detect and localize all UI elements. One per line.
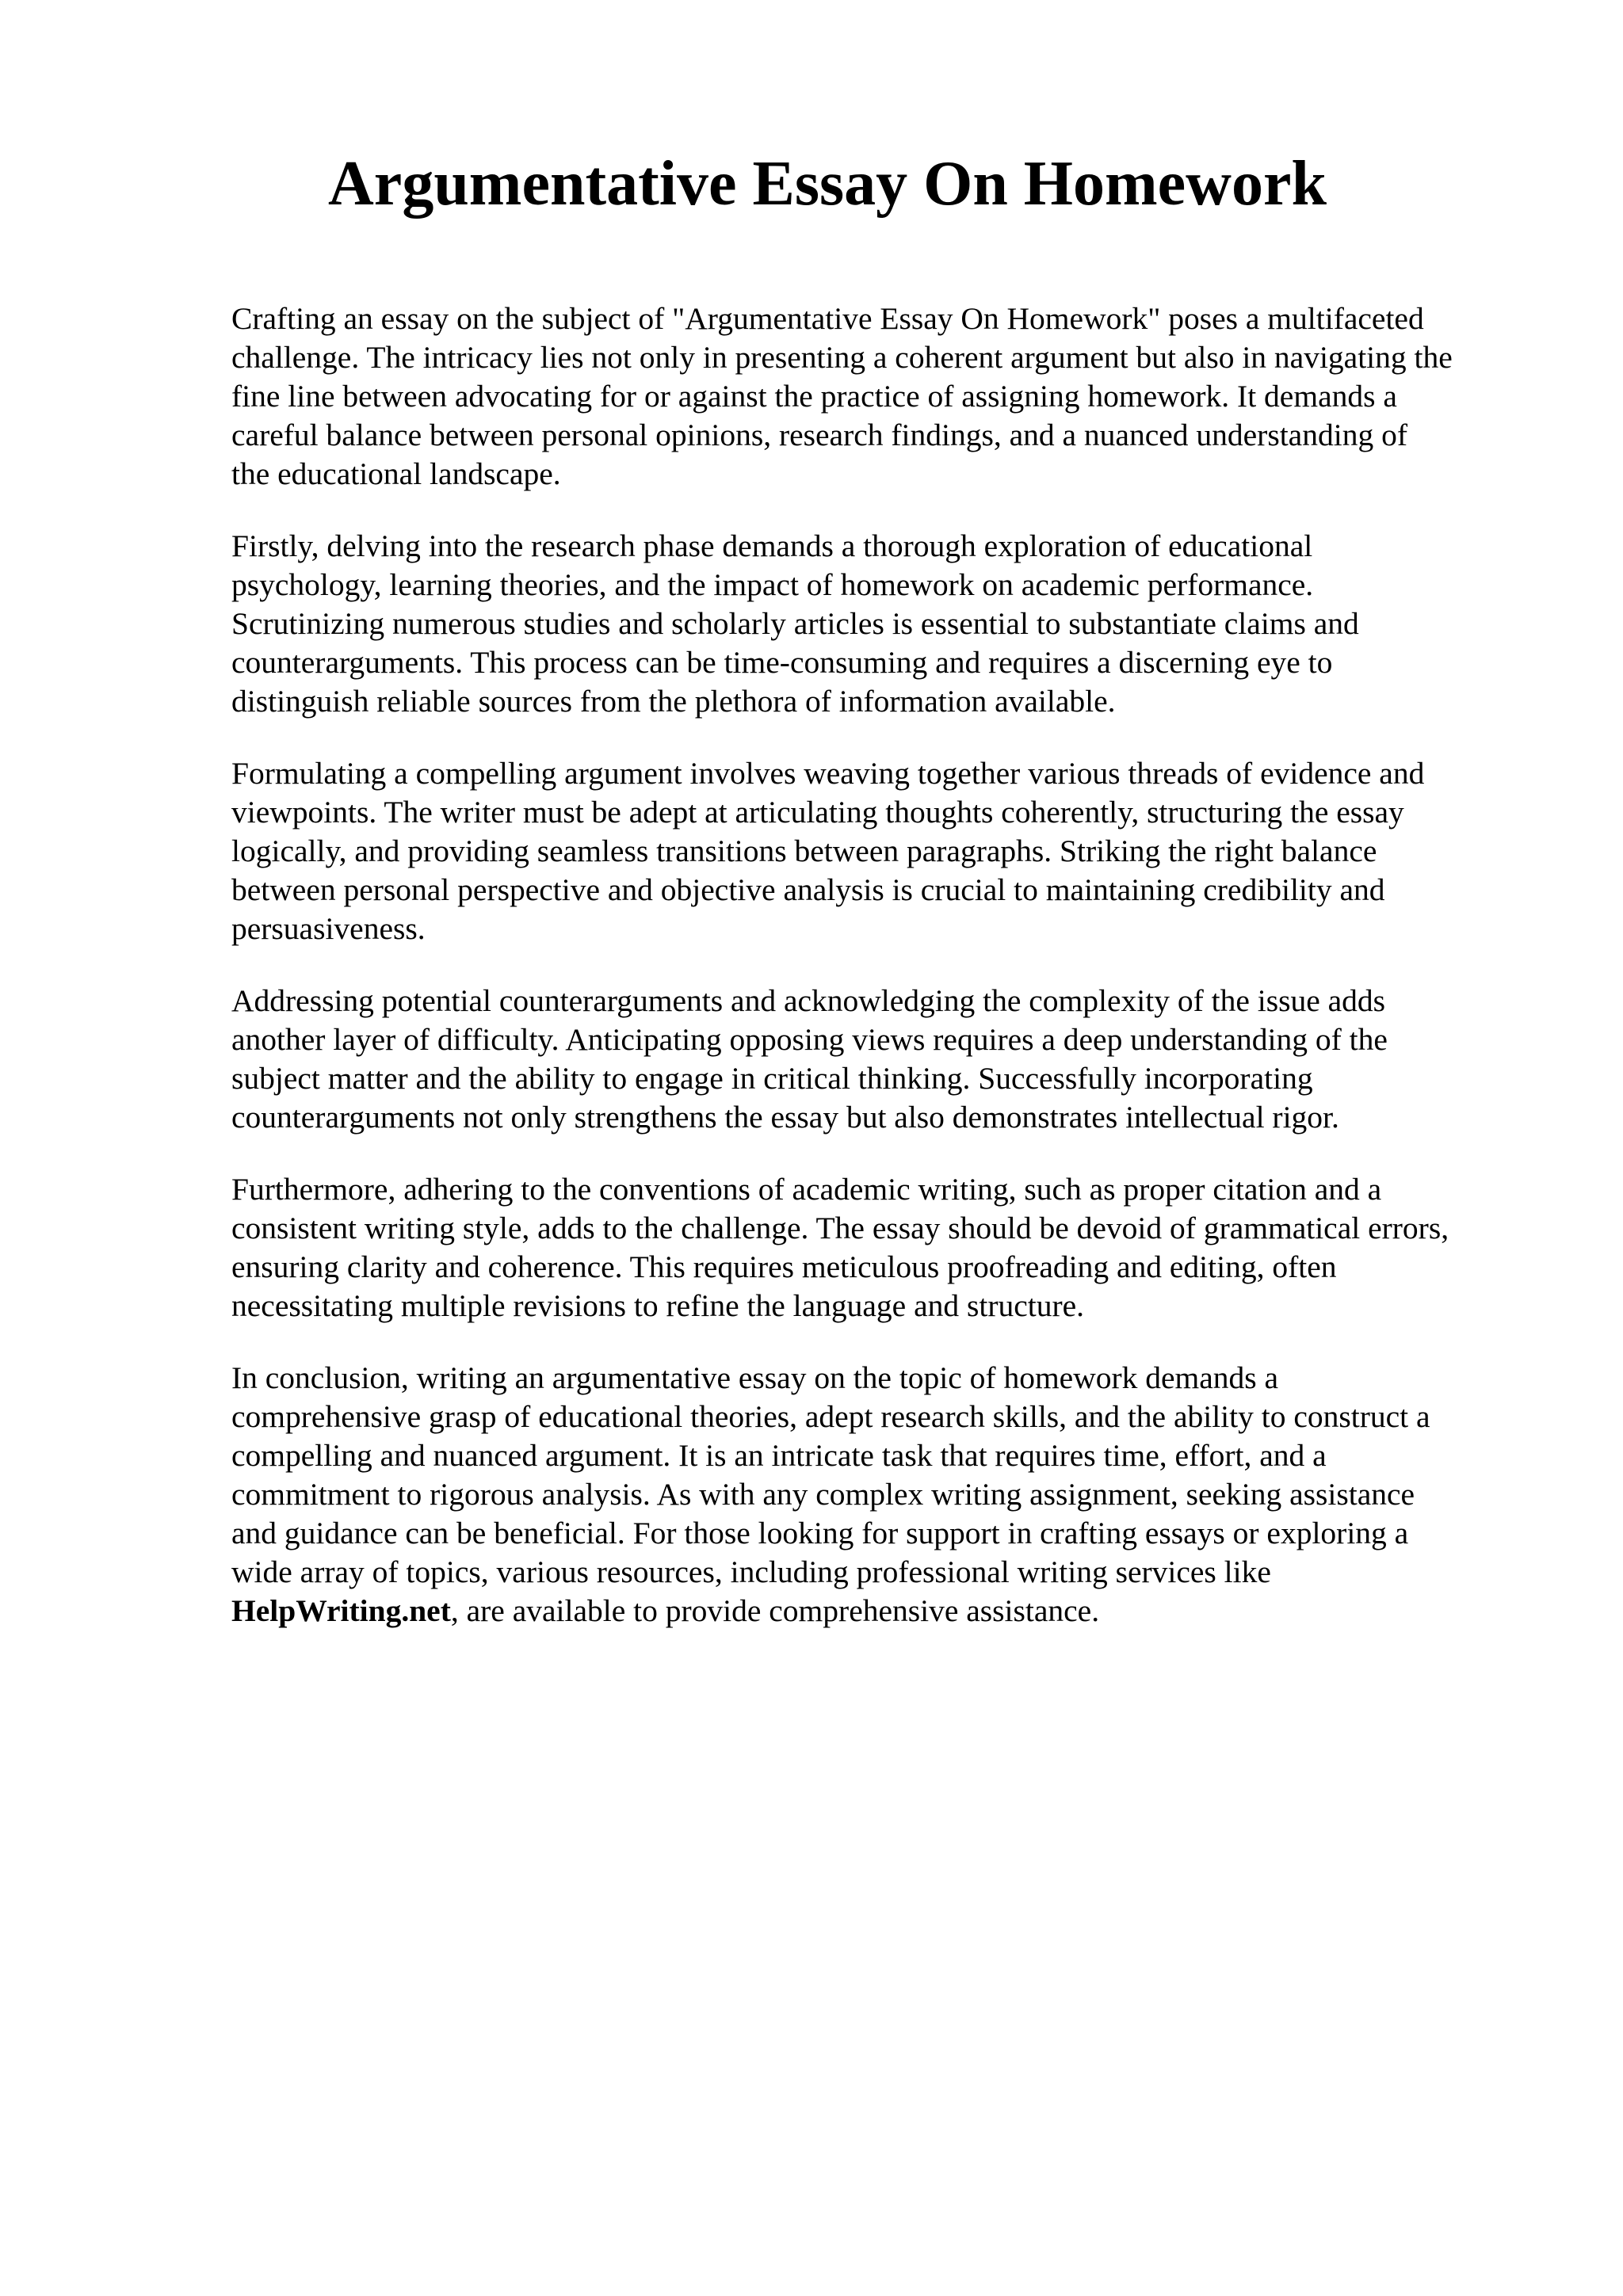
paragraph-1	[231, 299, 1523, 494]
paragraph-line: and guidance can be beneficial. For those looking for support in crafting essays or exploring a	[231, 1516, 1409, 1550]
paragraph-line: necessitating multiple revisions to refine the language and structure.	[231, 1288, 1085, 1323]
paragraph-line: Crafting an essay on the subject of "Argumentative Essay On Homework" poses a multifaceted	[231, 301, 1424, 336]
brand-name: HelpWriting.net	[231, 1593, 451, 1628]
paragraph-line: Addressing potential counterarguments and acknowledging the complexity of the issue adds	[231, 983, 1386, 1018]
final-line-rest: , are available to provide comprehensive assistance.	[450, 1593, 1100, 1628]
paragraph-line: Scrutinizing numerous studies and scholarly articles is essential to substantiate claims and	[231, 606, 1359, 641]
paragraph-line: consistent writing style, adds to the challenge. The essay should be devoid of grammatical errors,	[231, 1211, 1449, 1245]
paragraph-line: counterarguments not only strengthens the essay but also demonstrates intellectual rigor.	[231, 1100, 1339, 1135]
paragraph-line: counterarguments. This process can be time-consuming and requires a discerning eye to	[231, 645, 1333, 680]
paragraph-line: logically, and providing seamless transitions between paragraphs. Striking the right balance	[231, 833, 1377, 868]
document-body	[231, 299, 1523, 1664]
paragraph-line: commitment to rigorous analysis. As with any complex writing assignment, seeking assistance	[231, 1477, 1415, 1512]
paragraph-4	[231, 982, 1523, 1137]
paragraph-line: fine line between advocating for or against the practice of assigning homework. It demands a	[231, 379, 1397, 414]
paragraph-3	[231, 754, 1523, 948]
paragraph-line: compelling and nuanced argument. It is an intricate task that requires time, effort, and a	[231, 1438, 1327, 1473]
paragraph-line: the educational landscape.	[231, 456, 561, 491]
paragraph-line: another layer of difficulty. Anticipating opposing views requires a deep understanding of the	[231, 1022, 1388, 1057]
paragraph-line: distinguish reliable sources from the plethora of information available.	[231, 684, 1116, 719]
paragraph-line: In conclusion, writing an argumentative essay on the topic of homework demands a	[231, 1360, 1279, 1395]
paragraph-line: wide array of topics, various resources, including professional writing services like	[231, 1554, 1271, 1589]
paragraph-5	[231, 1170, 1523, 1325]
paragraph-line: Firstly, delving into the research phase demands a thorough exploration of educational	[231, 528, 1313, 563]
document-title: Argumentative Essay On Homework	[328, 149, 1327, 219]
paragraph-line: Formulating a compelling argument involves weaving together various threads of evidence and	[231, 756, 1425, 791]
paragraph-line: ensuring clarity and coherence. This requires meticulous proofreading and editing, often	[231, 1249, 1337, 1284]
paragraph-line: challenge. The intricacy lies not only in presenting a coherent argument but also in navigating the	[231, 340, 1453, 375]
paragraph-line: Furthermore, adhering to the conventions of academic writing, such as proper citation and a	[231, 1172, 1382, 1207]
paragraph-2	[231, 527, 1523, 721]
paragraph-final-line	[231, 1592, 1523, 1630]
paragraph-line: persuasiveness.	[231, 911, 426, 946]
paragraph-6	[231, 1359, 1523, 1630]
paragraph-line: careful balance between personal opinions, research findings, and a nuanced understanding of	[231, 418, 1407, 452]
paragraph-line: subject matter and the ability to engage in critical thinking. Successfully incorporating	[231, 1061, 1313, 1096]
paragraph-line: between personal perspective and objective analysis is crucial to maintaining credibility and	[231, 872, 1385, 907]
paragraph-line: psychology, learning theories, and the impact of homework on academic performance.	[231, 567, 1314, 602]
paragraph-line: comprehensive grasp of educational theories, adept research skills, and the ability to construct a	[231, 1399, 1430, 1434]
paragraph-line: viewpoints. The writer must be adept at articulating thoughts coherently, structuring the essay	[231, 795, 1404, 830]
